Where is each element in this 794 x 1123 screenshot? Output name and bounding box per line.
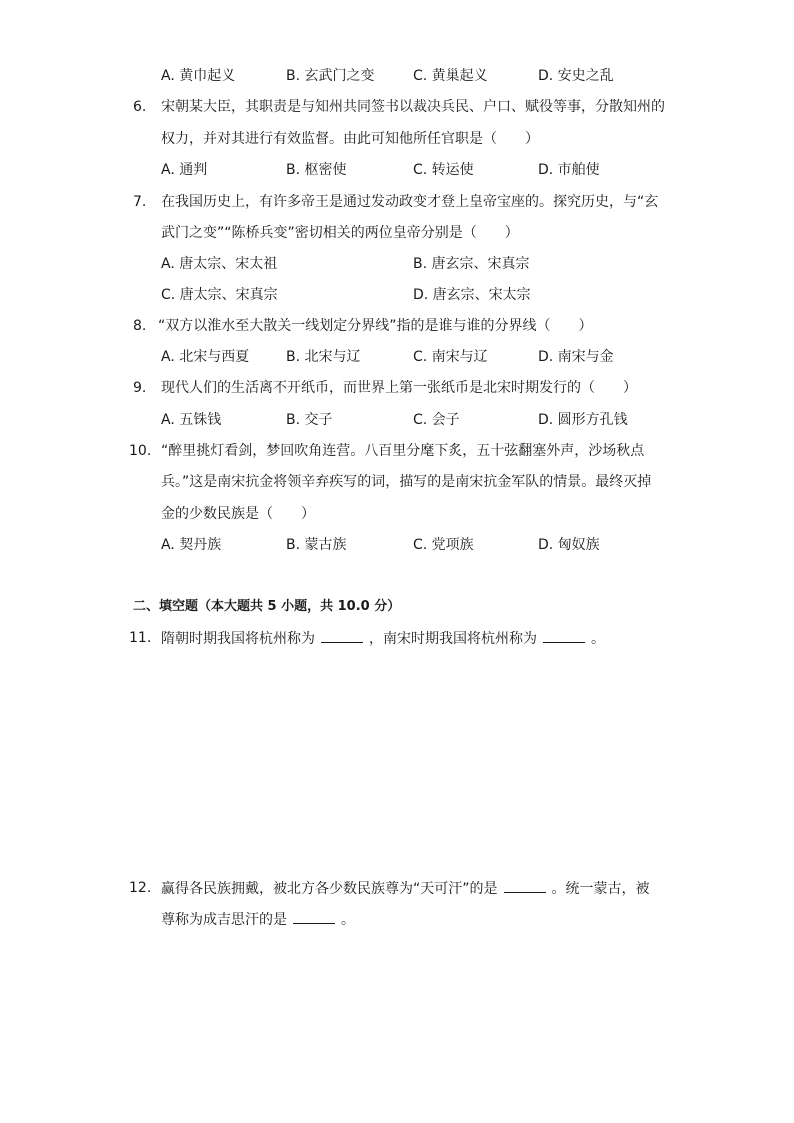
q6-option-c[interactable]: C. 转运使	[413, 162, 474, 178]
q10-option-a[interactable]: A. 契丹族	[161, 537, 222, 553]
q11-text-2: ，南宋时期我国将杭州称为	[369, 631, 537, 647]
q11-stem	[161, 628, 605, 649]
q7-stem-line-1: 在我国历史上，有许多帝王是通过发动政变才登上皇帝宝座的。探究历史，与“玄	[161, 194, 659, 210]
q12-blank-2[interactable]	[293, 909, 335, 924]
q5-option-a[interactable]: A. 黄巾起义	[161, 68, 236, 84]
q9-option-a[interactable]: A. 五铢钱	[161, 412, 222, 428]
q5-option-c[interactable]: C. 黄巢起义	[413, 68, 488, 84]
q6-stem-line-2: 权力，并对其进行有效监督。由此可知他所任官职是（ ）	[161, 131, 539, 147]
q5-option-d[interactable]: D. 安史之乱	[538, 68, 614, 84]
q7-option-c[interactable]: C. 唐太宗、宋真宗	[161, 287, 278, 303]
q10-stem-line-2: 兵。”这是南宋抗金将领辛弃疾写的词，描写的是南宋抗金军队的情景。最终灭掉	[161, 474, 652, 490]
q12-text-3: 尊称为成吉思汗的是	[161, 912, 287, 928]
q7-option-b[interactable]: B. 唐玄宗、宋真宗	[413, 256, 530, 272]
q9-number: 9.	[133, 380, 147, 396]
q6-number: 6.	[133, 99, 147, 115]
q7-option-d[interactable]: D. 唐玄宗、宋太宗	[413, 287, 531, 303]
q6-option-a[interactable]: A. 通判	[161, 162, 208, 178]
q10-option-c[interactable]: C. 党项族	[413, 537, 474, 553]
q8-option-c[interactable]: C. 南宋与辽	[413, 349, 488, 365]
q10-option-b[interactable]: B. 蒙古族	[286, 537, 347, 553]
section-fill-in-title: 二、填空题（本大题共 5 小题，共 10.0 分）	[133, 599, 401, 614]
q9-option-d[interactable]: D. 圆形方孔钱	[538, 412, 628, 428]
q11-text-1: 隋朝时期我国将杭州称为	[161, 631, 315, 647]
q8-option-b[interactable]: B. 北宋与辽	[286, 349, 361, 365]
q6-option-d[interactable]: D. 市舶使	[538, 162, 600, 178]
q11-text-3: 。	[591, 631, 605, 647]
q8-option-a[interactable]: A. 北宋与西夏	[161, 349, 250, 365]
q11-blank-2[interactable]	[543, 628, 585, 643]
q6-option-b[interactable]: B. 枢密使	[286, 162, 347, 178]
q11-number: 11.	[129, 630, 152, 646]
q7-stem-line-2: 武门之变”“陈桥兵变”密切相关的两位皇帝分别是（ ）	[161, 225, 519, 241]
q10-option-d[interactable]: D. 匈奴族	[538, 537, 600, 553]
q8-stem-line-1: “双方以淮水至大散关一线划定分界线”指的是谁与谁的分界线（ ）	[158, 318, 593, 334]
q6-stem-line-1: 宋朝某大臣，其职责是与知州共同签书以裁决兵民、户口、赋役等事，分散知州的	[161, 99, 665, 115]
q10-stem-line-1: “醉里挑灯看剑，梦回吹角连营。八百里分麾下炙，五十弦翻塞外声，沙场秋点	[161, 443, 645, 459]
q12-text-4: 。	[341, 912, 355, 928]
q8-option-d[interactable]: D. 南宋与金	[538, 349, 614, 365]
q10-number: 10.	[129, 443, 152, 459]
q12-blank-1[interactable]	[504, 878, 546, 893]
q12-text-2: 。统一蒙古，被	[551, 881, 650, 897]
q9-option-c[interactable]: C. 会子	[413, 412, 460, 428]
q9-option-b[interactable]: B. 交子	[286, 412, 333, 428]
q12-text-1: 赢得各民族拥戴，被北方各少数民族尊为“天可汗”的是	[161, 881, 498, 897]
q5-option-b[interactable]: B. 玄武门之变	[286, 68, 375, 84]
q7-option-a[interactable]: A. 唐太宗、宋太祖	[161, 256, 278, 272]
q10-stem-line-3: 金的少数民族是（ ）	[161, 506, 315, 522]
q12-number: 12.	[129, 880, 152, 896]
q7-number: 7.	[133, 194, 147, 210]
q11-blank-1[interactable]	[321, 628, 363, 643]
q12-stem-line-2	[161, 909, 355, 930]
q9-stem-line-1: 现代人们的生活离不开纸币，而世界上第一张纸币是北宋时期发行的（ ）	[161, 380, 637, 396]
q12-stem-line-1	[161, 878, 650, 899]
q8-number: 8.	[133, 318, 147, 334]
